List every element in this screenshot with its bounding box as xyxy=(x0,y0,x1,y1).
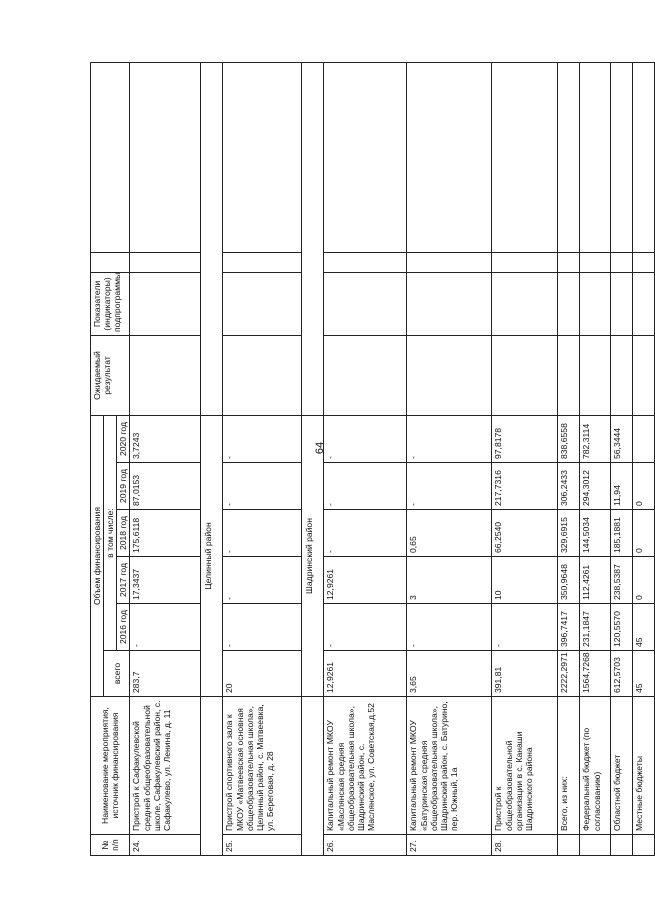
row-total: 45 xyxy=(633,651,655,697)
row-year-value: - xyxy=(324,463,407,510)
row-year-value: 782,3114 xyxy=(580,415,611,462)
row-empty-narrow xyxy=(580,252,611,272)
header-no: № п/п xyxy=(91,835,130,856)
row-empty-narrow xyxy=(558,252,580,272)
header-year: 2018 год xyxy=(117,510,130,557)
row-expected xyxy=(130,335,201,415)
row-year-value: 66,2540 xyxy=(492,510,558,557)
row-name: Всего, из них: xyxy=(558,697,580,835)
table-row xyxy=(580,62,611,855)
row-total: 283,7 xyxy=(130,651,201,697)
row-expected xyxy=(580,335,611,415)
table-row xyxy=(324,62,407,855)
row-year-value: 231,1847 xyxy=(580,604,611,651)
row-name: Местные бюджеты xyxy=(633,697,655,835)
region-row xyxy=(302,62,324,855)
row-year-value: 329,6915 xyxy=(558,510,580,557)
row-year-value: - xyxy=(223,415,302,462)
row-empty-narrow xyxy=(324,252,407,272)
row-name: Областной бюджет xyxy=(611,697,633,835)
row-empty-narrow xyxy=(633,252,655,272)
row-indicators xyxy=(223,272,302,335)
region-label: Шадринский район xyxy=(302,415,324,696)
row-year-value: - xyxy=(407,604,492,651)
row-year-value: 56,3444 xyxy=(611,415,633,462)
row-year-value: - xyxy=(130,604,201,651)
row-year-value: 17,3437 xyxy=(130,557,201,604)
row-empty-narrow xyxy=(223,252,302,272)
row-empty-wide xyxy=(407,62,492,252)
row-expected xyxy=(558,335,580,415)
row-year-value: 0 xyxy=(633,557,655,604)
row-year-value: 12,9261 xyxy=(324,557,407,604)
header-empty-narrow xyxy=(91,252,130,272)
table-row xyxy=(633,62,655,855)
region-blank xyxy=(302,697,324,856)
row-year-value: 238,5387 xyxy=(611,557,633,604)
region-blank xyxy=(201,697,223,856)
row-year-value: 217,7316 xyxy=(492,463,558,510)
row-year-value: 306,2433 xyxy=(558,463,580,510)
row-indicators xyxy=(611,272,633,335)
row-year-value: - xyxy=(324,604,407,651)
row-year-value: - xyxy=(407,415,492,462)
row-year-value: - xyxy=(407,463,492,510)
header-funding: Объем финансирования xyxy=(91,415,104,696)
row-number xyxy=(611,835,633,856)
row-year-value: - xyxy=(324,415,407,462)
row-number xyxy=(633,835,655,856)
row-year-value: - xyxy=(223,463,302,510)
row-year-value: 3 xyxy=(407,557,492,604)
row-name: Пристрой к общеобразовательной организации в с. Канаши Шадринского района xyxy=(492,697,558,835)
row-indicators xyxy=(130,272,201,335)
region-rest xyxy=(302,62,324,415)
row-year-value: 185,1881 xyxy=(611,510,633,557)
row-expected xyxy=(407,335,492,415)
row-total: 20 xyxy=(223,651,302,697)
row-empty-wide xyxy=(223,62,302,252)
region-label: Целинный район xyxy=(201,415,223,696)
table-row xyxy=(611,62,633,855)
row-year-value: 87,0153 xyxy=(130,463,201,510)
row-indicators xyxy=(633,272,655,335)
row-number xyxy=(580,835,611,856)
table-row xyxy=(223,62,302,855)
row-year-value: 120,5570 xyxy=(611,604,633,651)
table-row xyxy=(558,62,580,855)
table-row xyxy=(492,62,558,855)
header-name: Наименование мероприятия, источник финансирования xyxy=(91,697,130,835)
row-indicators xyxy=(580,272,611,335)
row-expected xyxy=(492,335,558,415)
row-total: 12,9261 xyxy=(324,651,407,697)
row-total: 2222,2971 xyxy=(558,651,580,697)
row-indicators xyxy=(492,272,558,335)
header-year: 2016 год xyxy=(117,604,130,651)
row-year-value: 112,4261 xyxy=(580,557,611,604)
row-number: 24. xyxy=(130,835,201,856)
row-number: 28. xyxy=(492,835,558,856)
table-row xyxy=(130,62,201,855)
row-year-value: 0,65 xyxy=(407,510,492,557)
row-year-value: 396,7417 xyxy=(558,604,580,651)
row-year-value: 11,94 xyxy=(611,463,633,510)
row-empty-wide xyxy=(558,62,580,252)
row-year-value xyxy=(633,415,655,462)
row-empty-wide xyxy=(633,62,655,252)
row-name: Федеральный бюджет (по согласованию) xyxy=(580,697,611,835)
header-expected: Ожидаемый результат xyxy=(91,335,130,415)
row-empty-narrow xyxy=(611,252,633,272)
row-number: 27. xyxy=(407,835,492,856)
row-empty-wide xyxy=(611,62,633,252)
row-empty-wide xyxy=(324,62,407,252)
header-row-1 xyxy=(91,62,104,855)
row-expected xyxy=(633,335,655,415)
row-year-value: 144,5034 xyxy=(580,510,611,557)
row-number: 25. xyxy=(223,835,302,856)
header-empty-wide xyxy=(91,62,130,252)
row-name: Капитальный ремонт МКОУ «Маслянская средняя общеобразовательная школа», Шадринский район, с. Маслянское, ул. Советская,д.52 xyxy=(324,697,407,835)
table-row xyxy=(407,62,492,855)
row-number xyxy=(558,835,580,856)
row-year-value: 3,7243 xyxy=(130,415,201,462)
row-year-value: 45 xyxy=(633,604,655,651)
region-rest xyxy=(201,62,223,415)
row-year-value: 0 xyxy=(633,510,655,557)
row-indicators xyxy=(324,272,407,335)
row-expected xyxy=(611,335,633,415)
row-empty-wide xyxy=(492,62,558,252)
row-empty-wide xyxy=(580,62,611,252)
row-empty-narrow xyxy=(130,252,201,272)
row-year-value: 350,9648 xyxy=(558,557,580,604)
row-empty-narrow xyxy=(492,252,558,272)
header-year: 2017 год xyxy=(117,557,130,604)
row-year-value: - xyxy=(492,604,558,651)
header-indicators: Показатели (индикаторы) подпрограммы xyxy=(91,272,130,335)
header-total: всего xyxy=(104,651,130,697)
row-empty-narrow xyxy=(407,252,492,272)
row-year-value: 97,8178 xyxy=(492,415,558,462)
financing-table xyxy=(90,62,655,856)
rotated-table-container xyxy=(90,63,645,856)
row-name: Пристрой спортивного зала к МКОУ «Матвеевская основная общеобразовательная школа», Целинный район, с. Матвеевка, ул. Береговая, д. 28 xyxy=(223,697,302,835)
row-year-value: 838,6558 xyxy=(558,415,580,462)
header-including: в том числе: xyxy=(104,415,117,650)
row-year-value: 294,3012 xyxy=(580,463,611,510)
header-year: 2020 год xyxy=(117,415,130,462)
row-year-value: - xyxy=(324,510,407,557)
row-total: 3,65 xyxy=(407,651,492,697)
row-year-value: - xyxy=(223,510,302,557)
row-name: Пристрой к Сафакулевской средней общеобразовательной школе, Сафакулевский район, с. Сафакулево, ул. Ленина, д. 11 xyxy=(130,697,201,835)
row-year-value: 0 xyxy=(633,463,655,510)
row-year-value: 175,6118 xyxy=(130,510,201,557)
row-indicators xyxy=(407,272,492,335)
row-year-value: - xyxy=(223,557,302,604)
region-row xyxy=(201,62,223,855)
header-year: 2019 год xyxy=(117,463,130,510)
row-expected xyxy=(324,335,407,415)
row-expected xyxy=(223,335,302,415)
row-name: Капитальный ремонт МКОУ «Батуринская средняя общеобразовательная школа», Шадринский район, с. Батурино, пер. Южный, 1а xyxy=(407,697,492,835)
row-year-value: - xyxy=(223,604,302,651)
row-empty-wide xyxy=(130,62,201,252)
row-indicators xyxy=(558,272,580,335)
row-total: 391,81 xyxy=(492,651,558,697)
page-content xyxy=(90,63,645,856)
row-year-value: 10 xyxy=(492,557,558,604)
row-total: 1564,7268 xyxy=(580,651,611,697)
page-number: 64 xyxy=(314,441,326,455)
row-total: 612,5703 xyxy=(611,651,633,697)
row-number: 26. xyxy=(324,835,407,856)
